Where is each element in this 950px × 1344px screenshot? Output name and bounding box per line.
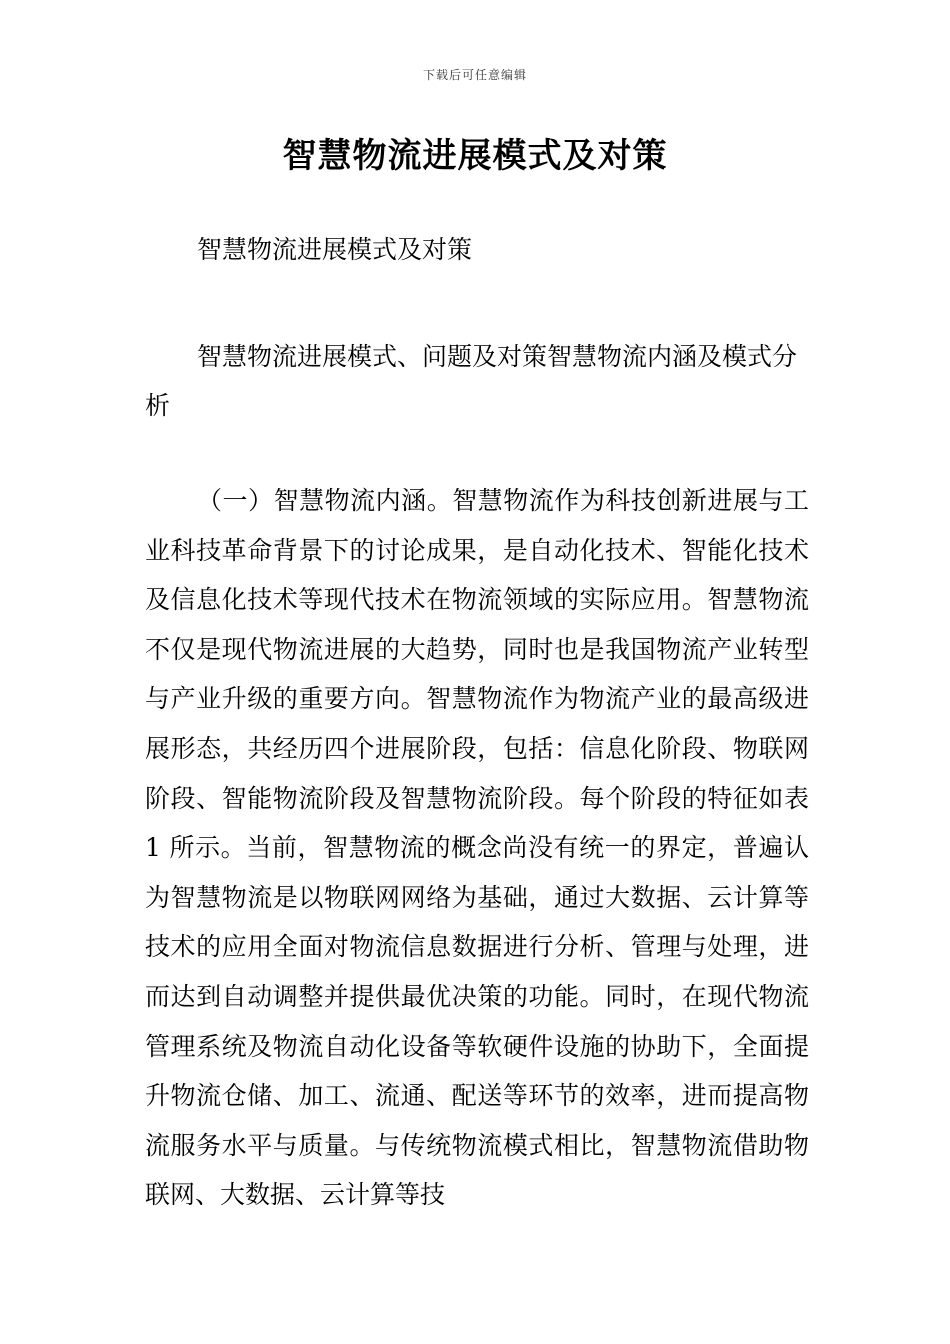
document-subtitle: 智慧物流进展模式及对策 <box>197 235 473 264</box>
section-heading: 智慧物流进展模式、问题及对策智慧物流内涵及模式分析 <box>145 342 798 420</box>
document-title: 智慧物流进展模式及对策 <box>282 136 668 176</box>
body-paragraph: （一）智慧物流内涵。智慧物流作为科技创新进展与工业科技革命背景下的讨论成果，是自动化技术、智能化技术及信息化技术等现代技术在物流领域的实际应用。智慧物流不仅是现代物流进展的大趋势，同时也是我国物流产业转型与产业升级的重要方向。智慧物流作为物流产业的最高级进展形态，共经历四个进展阶段，包括：信息化阶段、物联网阶段、智能物流阶段及智慧物流阶段。每个阶段的特征如表 1 所示。当前，智慧物流的概念尚没有统一的界定，普遍认为智慧物流是以物联网网络为基础，通过大数据、云计算等技术的应用全面对物流信息数据进行分析、管理与处理，进而达到自动调整并提供最优决策的功能。同时，在现代物流管理系统及物流自动化设备等软硬件设施的协助下，全面提升物流仓储、加工、流通、配送等环节的效率，进而提高物流服务水平与质量。与传统物流模式相比，智慧物流借助物联网、大数据、云计算等技 <box>145 486 809 1210</box>
header-note: 下载后可任意编辑 <box>422 68 527 82</box>
